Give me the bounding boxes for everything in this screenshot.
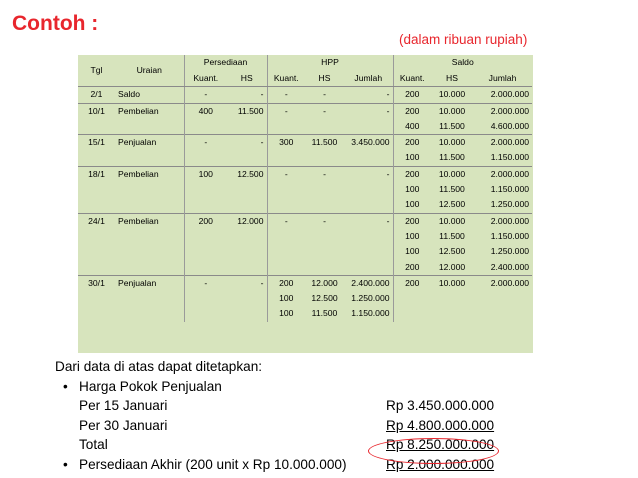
cell-hpp-kuant: 100 [267,291,305,306]
cell-persediaan-hs: 12.000 [227,213,267,229]
cell-saldo-jumlah: 2.400.000 [490,261,529,272]
inventory-ledger [78,55,533,353]
cell-uraian [115,306,184,321]
cell-hpp-kuant: - [267,87,305,103]
cell-tgl [78,244,115,259]
table-row [78,166,532,182]
cell-saldo-jumlah: 2.000.000 [490,89,529,100]
cell-tgl [78,306,115,321]
cell-hpp-jumlah [344,150,393,166]
cell-saldo-kuant: 100 [393,197,431,213]
cell-persediaan-kuant [184,150,227,166]
cell-uraian [115,182,184,197]
cell-hpp-kuant: - [267,213,305,229]
cell-hpp-jumlah: - [344,213,393,229]
cell-persediaan-kuant: 400 [184,103,227,119]
cell-tgl: 10/1 [78,103,115,119]
ledger-body [78,87,532,322]
slide-title: Contoh : [12,12,99,35]
table-row [78,306,532,321]
header-hpp: HPP [267,55,393,70]
cell-hpp-jumlah: 2.400.000 [344,275,393,291]
cell-uraian [115,229,184,244]
cell-hpp-jumlah [344,229,393,244]
cell-hpp-jumlah [344,119,393,135]
table-row [78,213,532,229]
currency-note: (dalam ribuan rupiah) [399,32,528,47]
table-row [78,275,532,291]
cell-saldo-hs: 10.000 [431,213,473,229]
cell-saldo-kuant [393,306,431,321]
cell-tgl [78,197,115,213]
cell-saldo-jumlah: 1.150.000 [490,230,529,241]
cell-persediaan-hs [227,182,267,197]
cell-hpp-jumlah: 1.250.000 [351,293,390,304]
cell-hpp-hs [305,260,344,276]
cell-persediaan-hs [227,260,267,276]
cell-hpp-jumlah: - [344,103,393,119]
table-row [78,119,532,135]
cell-uraian: Penjualan [115,135,184,151]
cell-saldo-jumlah: 4.600.000 [490,120,529,131]
per15-label: Per 15 Januari [79,398,168,414]
cell-tgl [78,150,115,166]
cell-saldo-hs: 11.500 [439,230,465,241]
cell-hpp-kuant [267,182,305,197]
cell-tgl: 18/1 [78,166,115,182]
cell-persediaan-kuant: 100 [184,166,227,182]
table-row [78,182,532,197]
header-saldo-jumlah: Jumlah [473,70,532,87]
cell-saldo-jumlah: 2.000.000 [473,166,532,182]
cell-hpp-kuant [267,119,305,135]
cell-hpp-hs: - [305,166,344,182]
cell-persediaan-kuant: - [184,87,227,103]
cell-saldo-kuant: 200 [393,260,431,276]
cell-uraian: Pembelian [115,213,184,229]
cell-uraian [115,291,184,306]
total-label: Total [79,437,108,453]
cell-persediaan-hs [227,306,267,321]
cell-saldo-hs: 10.000 [438,89,466,100]
cell-uraian [115,244,184,259]
cell-hpp-kuant: 200 [267,275,305,291]
cell-persediaan-kuant [184,229,227,244]
ending-inventory-value: Rp 2.000.000.000 [386,456,495,472]
cell-hpp-hs [305,150,344,166]
cell-hpp-jumlah [344,244,393,259]
cell-saldo-hs: 12.000 [438,261,466,272]
cell-saldo-hs: 11.500 [439,184,465,195]
cell-saldo-jumlah: 1.150.000 [490,184,529,195]
table-row [78,103,532,119]
header-persediaan-kuant: Kuant. [184,70,227,87]
cell-saldo-kuant: 200 [393,213,431,229]
cell-saldo-kuant: 100 [393,182,431,197]
cell-saldo-kuant: 200 [393,166,431,182]
header-uraian: Uraian [115,55,184,87]
cell-tgl: 24/1 [78,213,115,229]
bullet-icon: • [63,456,68,472]
cell-uraian [115,150,184,166]
cell-saldo-kuant [393,291,431,306]
cell-saldo-jumlah: 2.000.000 [473,275,532,291]
cell-persediaan-hs [227,197,267,213]
table-row [78,260,532,276]
cell-hpp-kuant [267,244,305,259]
cell-hpp-jumlah: - [344,166,393,182]
header-persediaan-hs: HS [227,70,267,87]
cell-hpp-kuant [267,197,305,213]
cell-saldo-jumlah: 1.250.000 [490,199,529,210]
cell-persediaan-kuant: - [184,275,227,291]
cell-saldo-kuant: 100 [393,150,431,166]
header-hpp-jumlah: Jumlah [344,70,393,87]
cell-hpp-hs: - [305,213,344,229]
cell-hpp-jumlah [344,197,393,213]
hpp-label: Harga Pokok Penjualan [79,378,222,394]
cell-hpp-kuant [267,150,305,166]
cell-uraian: Penjualan [115,275,184,291]
cell-hpp-jumlah: - [386,89,390,100]
cell-uraian [115,260,184,276]
cell-hpp-jumlah [344,260,393,276]
cell-persediaan-hs [227,244,267,259]
cell-saldo-hs: 10.000 [431,275,473,291]
cell-saldo-jumlah: 2.000.000 [473,135,532,151]
cell-persediaan-kuant [184,306,227,321]
highlight-ellipse [368,438,499,464]
cell-hpp-jumlah: 1.150.000 [351,308,390,319]
cell-hpp-hs: - [323,89,326,100]
cell-saldo-hs: 10.000 [431,166,473,182]
cell-hpp-hs: 12.000 [305,275,344,291]
cell-hpp-kuant: - [267,103,305,119]
cell-uraian [115,197,184,213]
cell-saldo-kuant: 100 [393,229,431,244]
cell-saldo-jumlah: 1.250.000 [490,246,529,257]
cell-saldo-jumlah [473,291,532,306]
cell-persediaan-hs: - [227,135,267,151]
cell-hpp-kuant: - [267,166,305,182]
cell-saldo-hs [431,306,473,321]
table-row [78,229,532,244]
cell-hpp-hs [305,197,344,213]
cell-saldo-hs: 10.000 [431,103,473,119]
cell-persediaan-hs [227,291,267,306]
table-row [78,244,532,259]
cell-persediaan-hs [227,229,267,244]
cell-hpp-hs: - [305,103,344,119]
cell-tgl [78,182,115,197]
header-saldo-hs: HS [431,70,473,87]
cell-hpp-kuant [267,260,305,276]
cell-hpp-kuant: 300 [267,135,305,151]
cell-tgl [78,291,115,306]
cell-uraian: Pembelian [115,166,184,182]
cell-persediaan-hs: 11.500 [227,103,267,119]
header-saldo-kuant: Kuant. [393,70,431,87]
cell-hpp-hs [305,229,344,244]
table-row [78,135,532,151]
cell-persediaan-kuant [184,197,227,213]
cell-persediaan-kuant [184,291,227,306]
cell-hpp-hs: 11.500 [305,135,344,151]
cell-persediaan-hs: - [227,275,267,291]
cell-hpp-kuant: 100 [267,306,305,321]
cell-hpp-kuant [267,229,305,244]
cell-persediaan-kuant: 200 [184,213,227,229]
cell-saldo-jumlah: 1.150.000 [490,152,529,163]
table-row [78,150,532,166]
header-persediaan: Persediaan [184,55,267,70]
cell-saldo-kuant: 400 [393,119,431,135]
cell-saldo-hs: 10.000 [431,135,473,151]
cell-saldo-hs: 11.500 [439,120,465,131]
per15-value: Rp 3.450.000.000 [386,398,495,414]
cell-saldo-kuant: 200 [393,135,431,151]
cell-persediaan-hs [227,150,267,166]
cell-hpp-hs: 12.500 [311,293,338,304]
cell-saldo-hs: 11.500 [439,152,465,163]
cell-saldo-kuant: 200 [393,275,431,291]
cell-persediaan-kuant: - [184,135,227,151]
cell-persediaan-hs: - [260,89,264,100]
cell-persediaan-kuant [184,119,227,135]
cell-uraian [115,119,184,135]
cell-persediaan-kuant [184,244,227,259]
ledger-table [78,55,532,322]
cell-uraian: Saldo [118,89,140,100]
cell-tgl [78,229,115,244]
cell-tgl: 2/1 [90,89,103,100]
table-row [78,197,532,213]
per30-label: Per 30 Januari [79,417,168,433]
cell-saldo-hs: 12.500 [438,246,466,257]
cell-hpp-hs [305,119,344,135]
cell-saldo-jumlah: 2.000.000 [473,213,532,229]
header-hpp-hs: HS [305,70,344,87]
cell-persediaan-kuant [184,260,227,276]
table-row [78,291,532,306]
header-hpp-kuant: Kuant. [267,70,305,87]
cell-saldo-kuant: 100 [393,244,431,259]
cell-tgl [78,119,115,135]
cell-tgl: 15/1 [78,135,115,151]
table-row [78,87,532,103]
cell-saldo-hs: 12.500 [438,199,466,210]
cell-persediaan-hs: 12.500 [227,166,267,182]
per30-value: Rp 4.800.000.000 [386,417,495,433]
cell-saldo-jumlah: 2.000.000 [473,103,532,119]
cell-hpp-hs [305,182,344,197]
cell-hpp-jumlah [344,182,393,197]
bullet-icon: • [63,378,68,394]
header-tgl: Tgl [78,55,115,87]
cell-hpp-jumlah: 3.450.000 [344,135,393,151]
header-saldo: Saldo [393,55,532,70]
cell-uraian: Pembelian [115,103,184,119]
total-value: Rp 8.250.000.000 [386,437,495,453]
cell-hpp-hs: 11.500 [311,308,338,319]
cell-tgl: 30/1 [78,275,115,291]
cell-saldo-kuant: 200 [393,87,431,103]
ending-inventory-label: Persediaan Akhir (200 unit x Rp 10.000.000) [79,456,347,472]
cell-persediaan-kuant [184,182,227,197]
cell-hpp-hs [305,244,344,259]
cell-persediaan-hs [227,119,267,135]
cell-saldo-hs [431,291,473,306]
cell-saldo-kuant: 200 [393,103,431,119]
summary-intro: Dari data di atas dapat ditetapkan: [55,359,263,374]
cell-saldo-jumlah [473,306,532,321]
cell-tgl [78,260,115,276]
